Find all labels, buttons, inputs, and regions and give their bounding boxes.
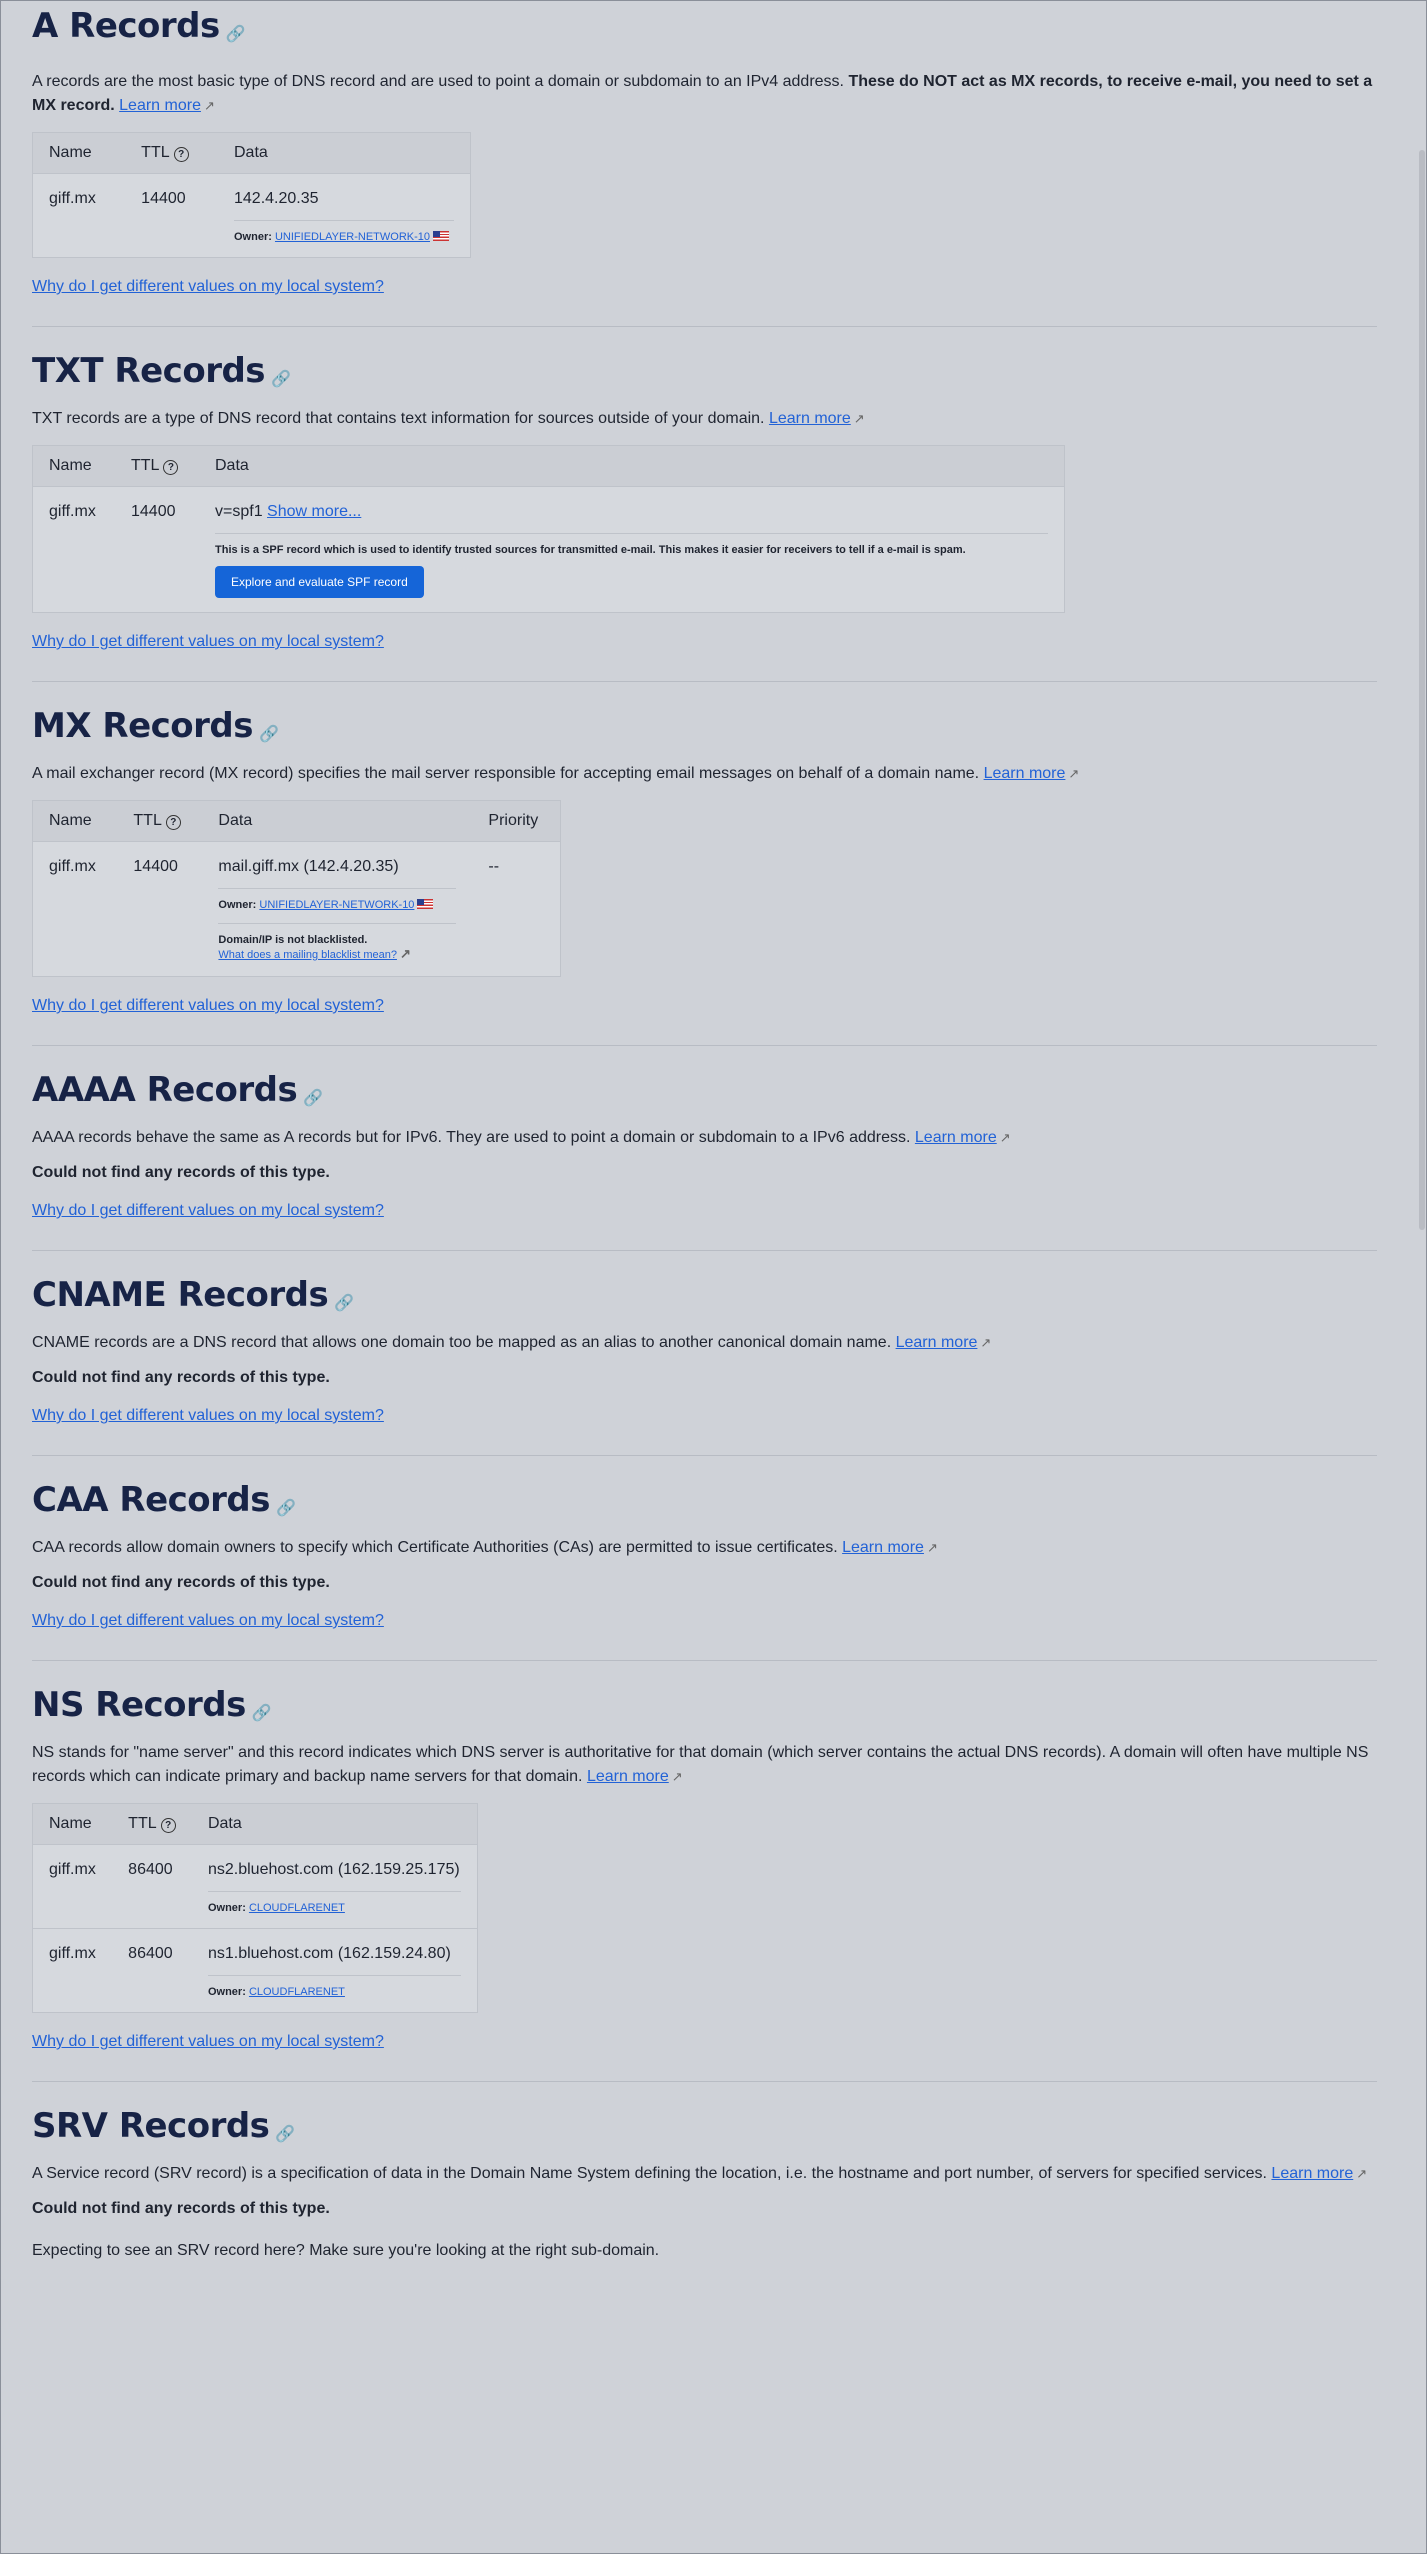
why-different-link[interactable]: Why do I get different values on my local system? — [32, 1202, 384, 1219]
col-data: Data — [218, 133, 471, 174]
no-records-message: Could not find any records of this type. — [32, 1574, 330, 1591]
records-table — [32, 132, 471, 258]
caa-records-section — [32, 1455, 1377, 1660]
explore-spf-button[interactable]: Explore and evaluate SPF record — [215, 566, 424, 598]
external-link-icon: ↗ — [999, 1130, 1011, 1145]
cell-data — [218, 174, 471, 258]
spf-note: This is a SPF record which is used to identify trusted sources for transmitted e-mail. This makes it easier for receivers to tell if a e-mail is spam. — [215, 533, 1048, 556]
blacklist-status: Domain/IP is not blacklisted. — [218, 934, 368, 946]
srv-records-section — [32, 2081, 1377, 2260]
record-value: ns2.bluehost.com (162.159.25.175) — [207, 1861, 460, 1878]
learn-more-link[interactable]: Learn more — [914, 1129, 997, 1146]
col-name: Name — [33, 446, 116, 487]
section-description: NS stands for "name server" and this record indicates which DNS server is authoritative for that domain (which server contains the actual DNS records). A domain will often have multiple NS records which can indicate primary and backup name servers for that domain. Learn more ↗ — [32, 1744, 1369, 1785]
records-table — [32, 445, 1065, 613]
owner-link[interactable]: CLOUDFLARENET — [248, 1902, 345, 1914]
blacklist-info — [218, 923, 456, 962]
section-description: AAAA records behave the same as A records but for IPv6. They are used to point a domain or subdomain to a IPv6 address. Learn more ↗ — [32, 1129, 1011, 1146]
col-data: Data — [199, 446, 1065, 487]
table-row — [33, 842, 561, 977]
records-table — [32, 1803, 478, 2013]
txt-records-section — [32, 326, 1377, 681]
scrollbar[interactable] — [1419, 150, 1425, 1230]
table-row — [33, 1845, 478, 1929]
col-data: Data — [202, 801, 472, 842]
external-link-icon: ↗ — [671, 1769, 683, 1784]
section-title: AAAA Records 🔗 — [32, 1070, 323, 1110]
help-icon[interactable]: ? — [161, 1818, 176, 1833]
section-title: SRV Records 🔗 — [32, 2106, 295, 2146]
why-different-link[interactable]: Why do I get different values on my local system? — [32, 1612, 384, 1629]
owner-info: Owner: CLOUDFLARENET — [208, 1891, 461, 1914]
col-data: Data — [192, 1804, 478, 1845]
owner-info: Owner: UNIFIEDLAYER-NETWORK-10 — [234, 220, 454, 243]
why-different-link[interactable]: Why do I get different values on my local system? — [32, 2033, 384, 2050]
record-value: mail.giff.mx (142.4.20.35) — [218, 858, 399, 875]
external-link-icon: ↗ — [980, 1335, 992, 1350]
col-name: Name — [33, 801, 118, 842]
help-icon[interactable]: ? — [163, 460, 178, 475]
col-priority: Priority — [472, 801, 560, 842]
table-row — [33, 487, 1065, 613]
no-records-message: Could not find any records of this type. — [32, 1369, 330, 1386]
link-icon[interactable]: 🔗 — [271, 369, 291, 388]
cell-priority: -- — [488, 858, 500, 875]
external-link-icon: ↗ — [853, 411, 865, 426]
help-icon[interactable]: ? — [166, 815, 181, 830]
us-flag-icon — [433, 231, 449, 241]
link-icon[interactable]: 🔗 — [275, 2124, 295, 2143]
section-title: TXT Records 🔗 — [32, 351, 291, 391]
cell-name: giff.mx — [49, 858, 96, 875]
cell-name: giff.mx — [49, 503, 96, 520]
cell-data — [202, 842, 472, 977]
aaaa-records-section — [32, 1045, 1377, 1250]
link-icon[interactable]: 🔗 — [303, 1088, 323, 1107]
external-link-icon: ↗ — [203, 98, 215, 113]
external-link-icon: ↗ — [1068, 766, 1080, 781]
no-records-message: Could not find any records of this type. — [32, 2200, 330, 2217]
table-row — [33, 1929, 478, 2013]
cell-ttl: 14400 — [131, 503, 176, 520]
cell-ttl: 86400 — [128, 1945, 173, 1962]
owner-info: Owner: UNIFIEDLAYER-NETWORK-10 — [218, 888, 456, 911]
table-header-row — [33, 133, 471, 174]
section-title: CAA Records 🔗 — [32, 1480, 296, 1520]
us-flag-icon — [417, 899, 433, 909]
col-ttl: TTL ? — [117, 801, 202, 842]
cname-records-section — [32, 1250, 1377, 1455]
owner-info: Owner: CLOUDFLARENET — [208, 1975, 461, 1998]
cell-name: giff.mx — [49, 190, 96, 207]
owner-link[interactable]: UNIFIEDLAYER-NETWORK-10 — [259, 899, 415, 911]
section-description: A Service record (SRV record) is a specification of data in the Domain Name System defining the location, i.e. the hostname and port number, of servers for specified services. Learn more ↗ — [32, 2165, 1368, 2182]
cell-ttl: 14400 — [133, 858, 178, 875]
learn-more-link[interactable]: Learn more — [768, 410, 851, 427]
learn-more-link[interactable]: Learn more — [1271, 2165, 1354, 2182]
link-icon[interactable]: 🔗 — [276, 1498, 296, 1517]
cell-data — [199, 487, 1065, 613]
learn-more-link[interactable]: Learn more — [842, 1539, 924, 1556]
a-records-section — [32, 0, 1377, 326]
section-title: A Records 🔗 — [32, 6, 246, 46]
mx-records-section — [32, 681, 1377, 1045]
section-title: MX Records 🔗 — [32, 706, 279, 746]
learn-more-link[interactable]: Learn more — [119, 97, 201, 114]
why-different-link[interactable]: Why do I get different values on my local system? — [32, 633, 384, 650]
section-description: CAA records allow domain owners to specify which Certificate Authorities (CAs) are permitted to issue certificates. Learn more ↗ — [32, 1539, 938, 1556]
external-link-icon: ↗ — [399, 946, 411, 961]
learn-more-link[interactable]: Learn more — [895, 1334, 978, 1351]
section-description: TXT records are a type of DNS record that contains text information for sources outside of your domain. Learn more ↗ — [32, 410, 865, 427]
cell-data — [192, 1845, 478, 1929]
link-icon[interactable]: 🔗 — [251, 1703, 272, 1722]
col-ttl: TTL ? — [112, 1804, 192, 1845]
col-name: Name — [33, 1804, 113, 1845]
external-link-icon: ↗ — [1356, 2166, 1368, 2181]
table-header-row — [33, 446, 1065, 487]
blacklist-link[interactable]: What does a mailing blacklist mean? — [218, 949, 397, 961]
ns-records-section — [32, 1660, 1377, 2081]
table-header-row — [33, 801, 561, 842]
cell-data — [192, 1929, 478, 2013]
link-icon[interactable]: 🔗 — [225, 24, 246, 43]
link-icon[interactable]: 🔗 — [334, 1293, 354, 1312]
table-header-row — [33, 1804, 478, 1845]
learn-more-link[interactable]: Learn more — [586, 1768, 669, 1785]
table-row — [33, 174, 471, 258]
record-value: 142.4.20.35 — [234, 190, 319, 207]
learn-more-link[interactable]: Learn more — [983, 765, 1066, 782]
col-ttl: TTL ? — [115, 446, 199, 487]
srv-expect-note: Expecting to see an SRV record here? Make sure you're looking at the right sub-domain. — [32, 2242, 660, 2259]
owner-link[interactable]: CLOUDFLARENET — [248, 1986, 345, 1998]
external-link-icon: ↗ — [926, 1540, 938, 1555]
why-different-link[interactable]: Why do I get different values on my local system? — [32, 1407, 384, 1424]
record-value: v=spf1 Show more... — [215, 503, 362, 520]
section-description: A records are the most basic type of DNS record and are used to point a domain or subdomain to an IPv4 address. These do NOT act as MX records, to receive e-mail, you need to set a MX record. Learn more ↗ — [32, 73, 1373, 114]
why-different-link[interactable]: Why do I get different values on my local system? — [32, 997, 384, 1014]
cell-name: giff.mx — [49, 1861, 96, 1878]
cell-ttl: 86400 — [128, 1861, 173, 1878]
section-description: CNAME records are a DNS record that allows one domain too be mapped as an alias to another canonical domain name. Learn more ↗ — [32, 1334, 992, 1351]
owner-link[interactable]: UNIFIEDLAYER-NETWORK-10 — [274, 231, 431, 243]
col-name: Name — [33, 133, 126, 174]
show-more-link[interactable]: Show more... — [267, 503, 362, 520]
section-description: A mail exchanger record (MX record) specifies the mail server responsible for accepting email messages on behalf of a domain name. Learn more ↗ — [32, 765, 1080, 782]
col-ttl: TTL ? — [125, 133, 218, 174]
dns-records-content — [32, 0, 1377, 2274]
cell-name: giff.mx — [49, 1945, 96, 1962]
why-different-link[interactable]: Why do I get different values on my local system? — [32, 278, 384, 295]
link-icon[interactable]: 🔗 — [258, 724, 279, 743]
help-icon[interactable]: ? — [174, 147, 189, 162]
section-title: NS Records 🔗 — [32, 1685, 272, 1725]
no-records-message: Could not find any records of this type. — [32, 1164, 330, 1181]
records-table — [32, 800, 561, 977]
section-title: CNAME Records 🔗 — [32, 1275, 354, 1315]
record-value: ns1.bluehost.com (162.159.24.80) — [207, 1945, 451, 1962]
cell-ttl: 14400 — [141, 190, 186, 207]
